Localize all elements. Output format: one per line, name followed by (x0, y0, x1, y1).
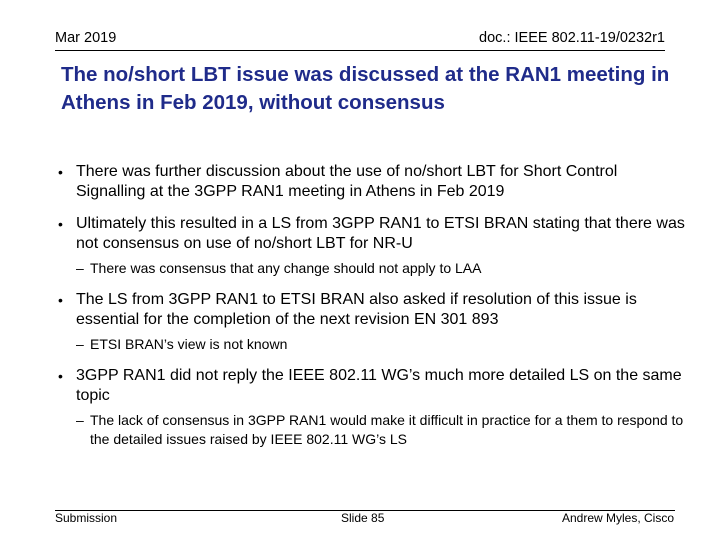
footer-author: Andrew Myles, Cisco (561, 511, 674, 525)
bullet-dot: • (58, 368, 63, 384)
sub-bullet-dash: – (76, 260, 84, 276)
bullet-dot: • (58, 216, 63, 232)
sub-bullet-text: ETSI BRAN’s view is not known (90, 336, 288, 352)
bullet-text: The LS from 3GPP RAN1 to ETSI BRAN also asked if resolution of this issue is essential for the completion of the next revision EN 301 893 (76, 291, 637, 328)
bullet-text: 3GPP RAN1 did not reply the IEEE 802.11 WG’s much more detailed LS on the same topic (76, 367, 682, 404)
slide-title: The no/short LBT issue was discussed at the RAN1 meeting in Athens in Feb 2019, without consensus (61, 63, 670, 114)
header-rule (55, 50, 665, 51)
sub-bullet-dash: – (76, 336, 84, 352)
bullet-dot: • (58, 164, 63, 180)
bullet-item (58, 290, 688, 330)
footer-slide-number: Slide 85 (341, 511, 385, 525)
bullet-item (58, 366, 688, 406)
bullet-text: Ultimately this resulted in a LS from 3GPP RAN1 to ETSI BRAN stating that there was not consensus on use of no/short LBT for NR-U (76, 215, 685, 252)
sub-bullet-text: The lack of consensus in 3GPP RAN1 would make it difficult in practice for a them to respond to the detailed issues raised by IEEE 802.11 WG’s LS (90, 412, 684, 447)
sub-bullet-dash: – (76, 412, 84, 428)
header-doc-id: doc.: IEEE 802.11-19/0232r1 (479, 30, 665, 46)
bullet-item (58, 162, 688, 202)
bullet-item (58, 214, 688, 254)
bullet-dot: • (58, 292, 63, 308)
header-date: Mar 2019 (55, 30, 117, 46)
sub-bullet-item (58, 411, 688, 449)
slide-body (58, 162, 688, 449)
sub-bullet-item (58, 259, 688, 278)
footer-submission: Submission (55, 511, 118, 525)
sub-bullet-item (58, 335, 688, 354)
sub-bullet-text: There was consensus that any change should not apply to LAA (90, 260, 482, 276)
bullet-text: There was further discussion about the use of no/short LBT for Short Control Signalling at the 3GPP RAN1 meeting in Athens in Feb 2019 (76, 163, 618, 200)
